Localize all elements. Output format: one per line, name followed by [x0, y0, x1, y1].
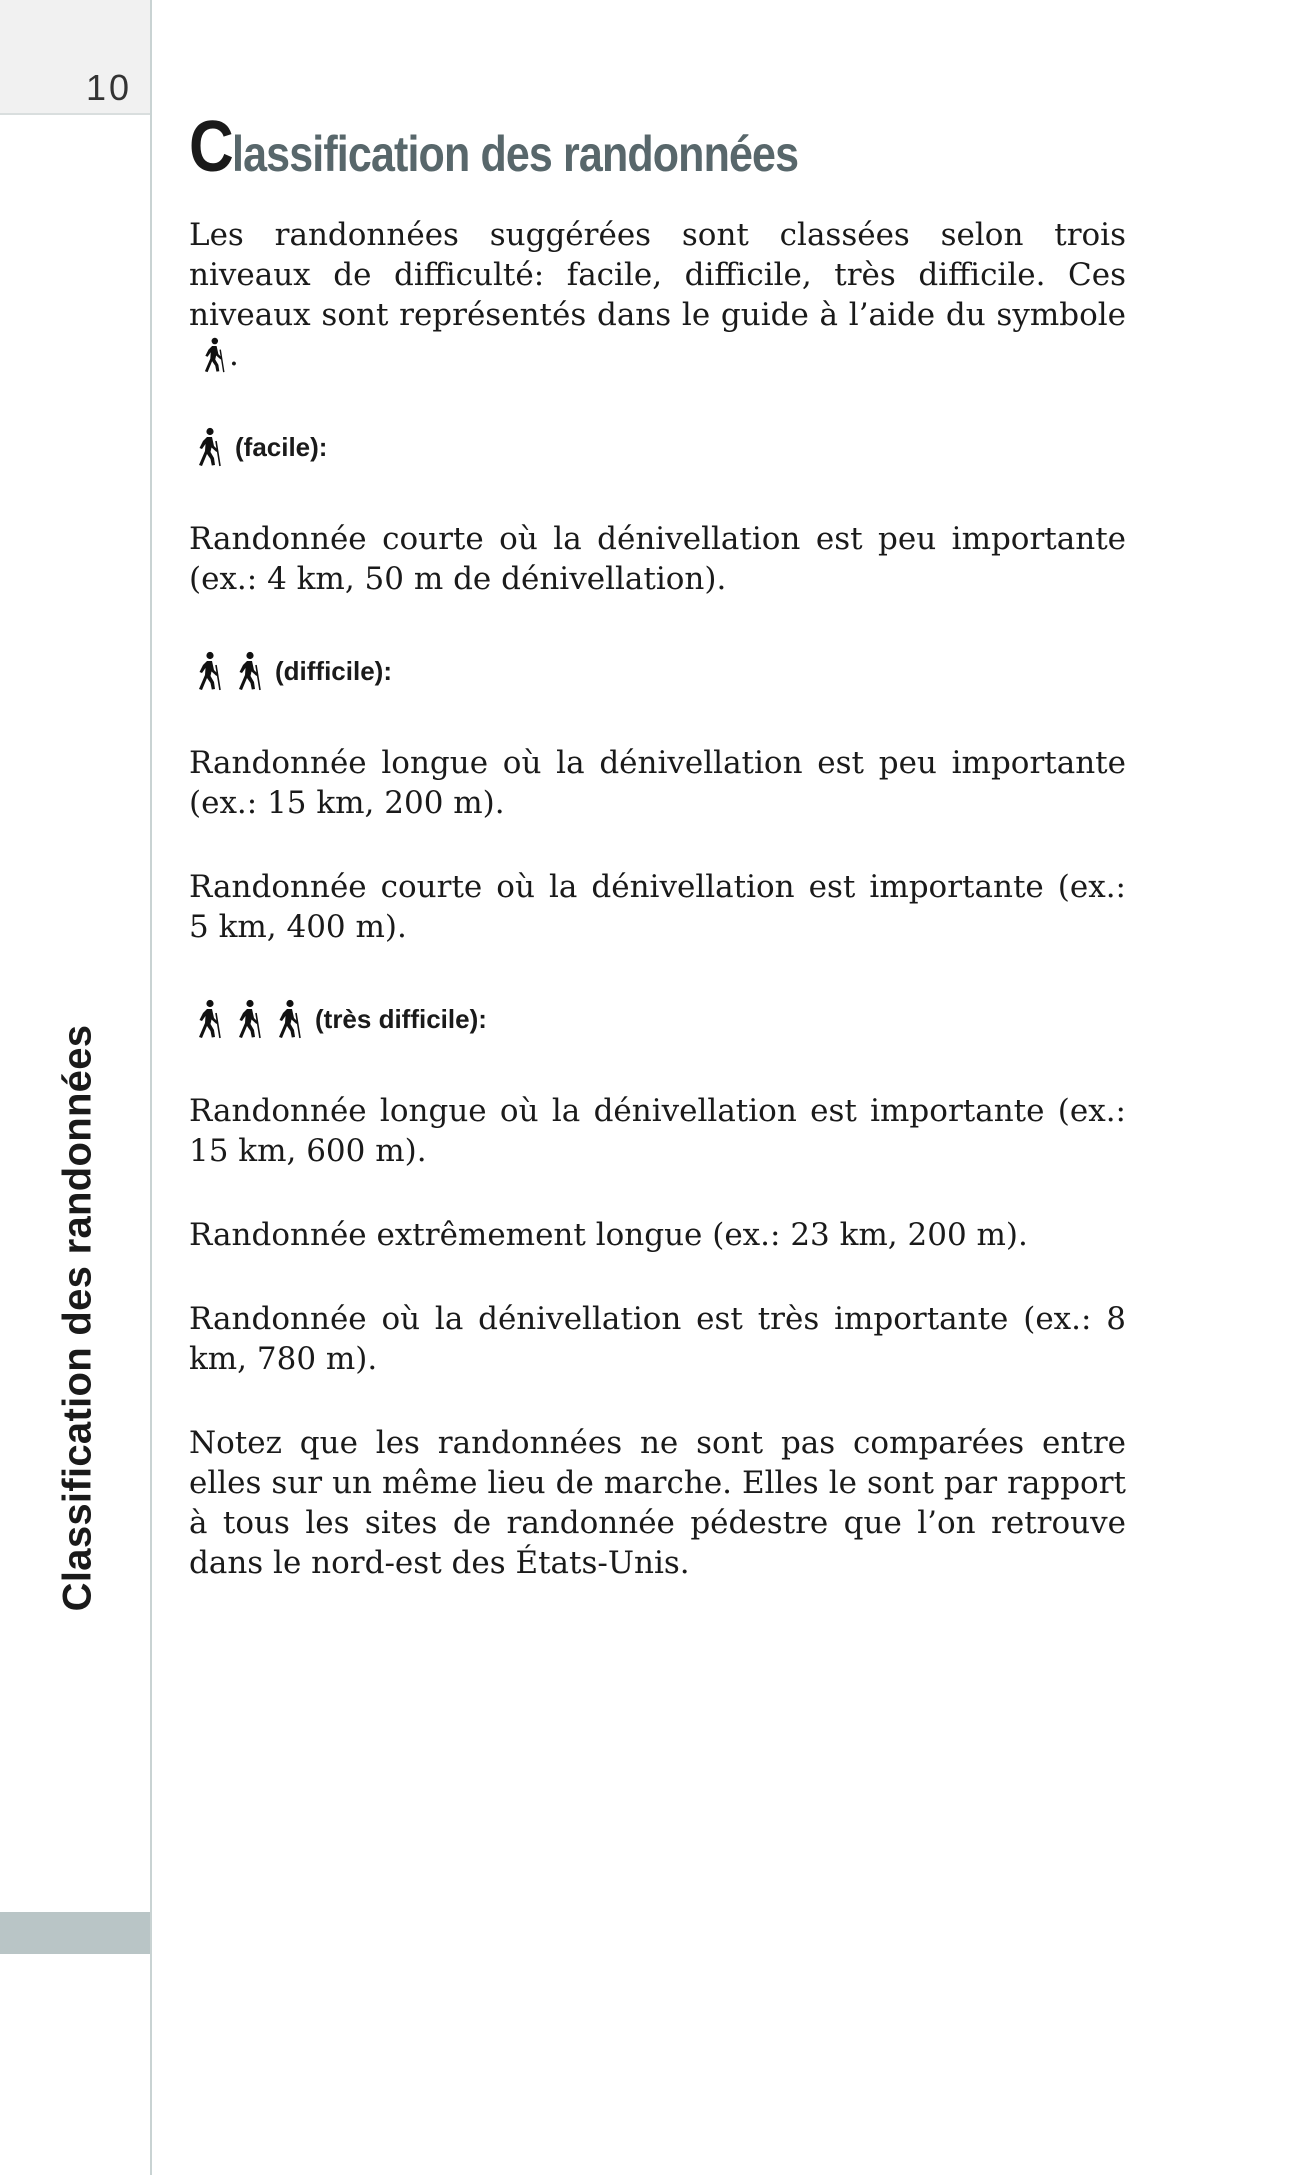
level-label: (difficile): — [275, 655, 392, 686]
intro-text: Les randonnées suggérées sont classées selon trois niveaux de difficulté: facile, difficile, très difficile. Ces niveaux sont représentés dans le guide à l’aide du symbole — [189, 217, 1126, 333]
page-content — [189, 107, 1126, 1583]
title-drop-letter: C — [189, 107, 232, 187]
hiker-icon — [235, 999, 261, 1039]
hiker-icon-graphic — [201, 337, 225, 373]
level-difficile-description-1: Randonnée longue où la dénivellation est peu importante (ex.: 15 km, 200 m). — [189, 745, 1126, 821]
level-facile-heading — [189, 427, 1126, 467]
hiker-icon — [201, 337, 225, 373]
level-tres-difficile-heading — [189, 999, 1126, 1039]
closing-note: Notez que les randonnées ne sont pas comparées entre elles sur un même lieu de marche. Elles le sont par rapport à tous les sites de randonnée pédestre que l’on retrouve dans le nord-est des États-Unis. — [189, 1425, 1126, 1581]
difficulty-symbols — [195, 999, 301, 1039]
level-difficile-description-2: Randonnée courte où la dénivellation est importante (ex.: 5 km, 400 m). — [189, 869, 1126, 945]
page-title — [189, 107, 995, 189]
title-rest: lassification des randonnées — [232, 126, 799, 182]
hiker-icon — [235, 651, 261, 691]
hiker-icon — [195, 427, 221, 467]
level-label: (très difficile): — [315, 1003, 487, 1034]
left-margin — [0, 0, 152, 2175]
page-number: 10 — [85, 67, 132, 108]
hiker-icon — [195, 651, 221, 691]
page-number-box — [0, 0, 150, 115]
hiker-icon — [275, 999, 301, 1039]
level-tres-difficile-description-2: Randonnée extrêmement longue (ex.: 23 km, 200 m). — [189, 1217, 1028, 1253]
hiker-icon — [195, 999, 221, 1039]
level-tres-difficile-description-3: Randonnée où la dénivellation est très importante (ex.: 8 km, 780 m). — [189, 1301, 1126, 1377]
level-facile-description: Randonnée courte où la dénivellation est peu importante (ex.: 4 km, 50 m de dénivellation). — [189, 521, 1126, 597]
level-label: (facile): — [235, 431, 328, 462]
intro-paragraph — [189, 215, 1126, 375]
thumb-index-tab — [0, 1912, 150, 1954]
difficulty-symbols — [195, 651, 261, 691]
difficulty-symbols — [195, 427, 221, 467]
running-section-title: Classification des randonnées — [55, 1024, 100, 1612]
level-difficile-heading — [189, 651, 1126, 691]
intro-period: . — [229, 337, 239, 373]
level-tres-difficile-description-1: Randonnée longue où la dénivellation est importante (ex.: 15 km, 600 m). — [189, 1093, 1126, 1169]
